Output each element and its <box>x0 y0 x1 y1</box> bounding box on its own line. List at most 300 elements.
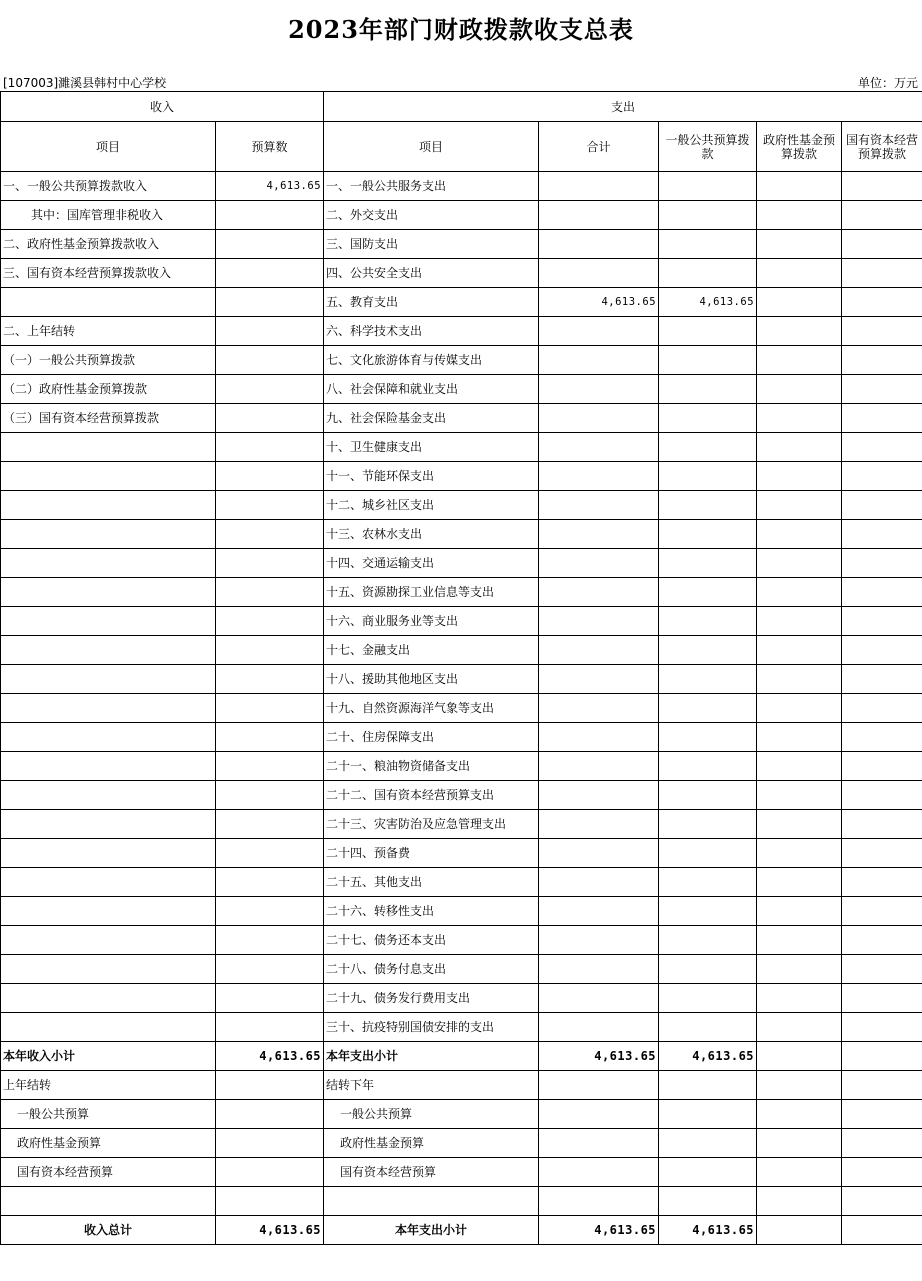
income-item <box>1 549 216 578</box>
expense-item: 十七、金融支出 <box>324 636 539 665</box>
table-row <box>1 926 922 955</box>
income-item <box>1 897 216 926</box>
expense-item: 四、公共安全支出 <box>324 259 539 288</box>
income-value <box>216 201 324 230</box>
expense-gov-fund <box>757 549 842 578</box>
table-row <box>1 607 922 636</box>
carry-row <box>1 1129 922 1158</box>
table-row <box>1 201 922 230</box>
expense-gov-fund <box>757 1216 842 1245</box>
expense-total <box>539 172 659 201</box>
expense-state-capital <box>842 752 922 781</box>
blank-cell <box>757 1187 842 1216</box>
col-general: 一般公共预算拨款 <box>659 122 757 172</box>
carry-total <box>539 1158 659 1187</box>
expense-general <box>659 259 757 288</box>
expense-item: 二十三、灾害防治及应急管理支出 <box>324 810 539 839</box>
budget-table <box>0 91 922 1245</box>
income-value: 4,613.65 <box>216 172 324 201</box>
expense-general <box>659 694 757 723</box>
income-value <box>216 404 324 433</box>
carry-gov-fund <box>757 1129 842 1158</box>
income-total-label: 收入总计 <box>1 1216 216 1245</box>
expense-general <box>659 230 757 259</box>
carry-row <box>1 1158 922 1187</box>
income-subtotal-value: 4,613.65 <box>216 1042 324 1071</box>
carry-general <box>659 1158 757 1187</box>
expense-total <box>539 317 659 346</box>
col-state-capital: 国有资本经营预算拨款 <box>842 122 922 172</box>
carry-general <box>659 1100 757 1129</box>
expense-total <box>539 810 659 839</box>
expense-item: 九、社会保险基金支出 <box>324 404 539 433</box>
expense-total <box>539 607 659 636</box>
expense-item: 十三、农林水支出 <box>324 520 539 549</box>
income-value <box>216 230 324 259</box>
carry-income-value <box>216 1129 324 1158</box>
expense-general <box>659 375 757 404</box>
table-row <box>1 520 922 549</box>
income-value <box>216 926 324 955</box>
expense-state-capital <box>842 375 922 404</box>
col-gov-fund: 政府性基金预算拨款 <box>757 122 842 172</box>
expense-total <box>539 926 659 955</box>
expense-gov-fund <box>757 317 842 346</box>
col-total: 合计 <box>539 122 659 172</box>
expense-general <box>659 578 757 607</box>
income-item <box>1 1013 216 1042</box>
expense-general <box>659 665 757 694</box>
income-item <box>1 694 216 723</box>
expense-general <box>659 491 757 520</box>
income-value <box>216 346 324 375</box>
income-value <box>216 955 324 984</box>
expense-item: 十八、援助其他地区支出 <box>324 665 539 694</box>
income-item <box>1 636 216 665</box>
carry-general <box>659 1129 757 1158</box>
expense-gov-fund <box>757 839 842 868</box>
expense-general <box>659 897 757 926</box>
table-row <box>1 694 922 723</box>
table-row <box>1 1013 922 1042</box>
expense-general <box>659 317 757 346</box>
carry-total <box>539 1100 659 1129</box>
income-value <box>216 549 324 578</box>
expense-state-capital <box>842 723 922 752</box>
expense-state-capital <box>842 462 922 491</box>
carry-state-capital <box>842 1129 922 1158</box>
header-row-1 <box>1 92 922 122</box>
expense-item: 二十四、预备费 <box>324 839 539 868</box>
expense-state-capital <box>842 259 922 288</box>
expense-gov-fund <box>757 868 842 897</box>
table-row <box>1 433 922 462</box>
carry-expense-item: 国有资本经营预算 <box>324 1158 539 1187</box>
expense-state-capital <box>842 317 922 346</box>
expense-state-capital <box>842 694 922 723</box>
expense-gov-fund <box>757 810 842 839</box>
expense-general <box>659 810 757 839</box>
expense-item: 十一、节能环保支出 <box>324 462 539 491</box>
expense-state-capital <box>842 491 922 520</box>
expense-item: 十、卫生健康支出 <box>324 433 539 462</box>
table-row <box>1 868 922 897</box>
expense-item: 一、一般公共服务支出 <box>324 172 539 201</box>
income-value <box>216 984 324 1013</box>
table-row <box>1 346 922 375</box>
income-item <box>1 607 216 636</box>
carry-row <box>1 1071 922 1100</box>
table-row <box>1 491 922 520</box>
income-value <box>216 665 324 694</box>
expense-total <box>539 230 659 259</box>
expense-general <box>659 404 757 433</box>
table-row <box>1 810 922 839</box>
blank-cell <box>324 1187 539 1216</box>
expense-total <box>539 346 659 375</box>
income-item <box>1 781 216 810</box>
income-item <box>1 810 216 839</box>
income-item: 其中：国库管理非税收入 <box>1 201 216 230</box>
income-item <box>1 868 216 897</box>
expense-gov-fund <box>757 897 842 926</box>
expense-general <box>659 839 757 868</box>
income-value <box>216 694 324 723</box>
income-header: 收入 <box>1 92 324 122</box>
income-value <box>216 897 324 926</box>
income-value <box>216 636 324 665</box>
expense-state-capital <box>842 897 922 926</box>
table-row <box>1 462 922 491</box>
income-item <box>1 433 216 462</box>
income-value <box>216 491 324 520</box>
unit-code: [107003]濉溪县韩村中心学校 <box>3 76 167 90</box>
expense-gov-fund <box>757 694 842 723</box>
expense-state-capital <box>842 665 922 694</box>
expense-state-capital <box>842 172 922 201</box>
expense-general <box>659 926 757 955</box>
table-row <box>1 723 922 752</box>
expense-total <box>539 694 659 723</box>
expense-subtotal-label: 本年支出小计 <box>324 1042 539 1071</box>
expense-general <box>659 172 757 201</box>
expense-gov-fund <box>757 723 842 752</box>
expense-general <box>659 346 757 375</box>
income-value <box>216 752 324 781</box>
expense-general <box>659 636 757 665</box>
expense-item: 十四、交通运输支出 <box>324 549 539 578</box>
income-value <box>216 520 324 549</box>
carry-income-item: 政府性基金预算 <box>1 1129 216 1158</box>
income-item <box>1 578 216 607</box>
table-row <box>1 549 922 578</box>
expense-header: 支出 <box>324 92 922 122</box>
carry-expense-item: 结转下年 <box>324 1071 539 1100</box>
expense-total <box>539 723 659 752</box>
blank-cell <box>659 1187 757 1216</box>
expense-general <box>659 1013 757 1042</box>
expense-total <box>539 1013 659 1042</box>
expense-item: 十二、城乡社区支出 <box>324 491 539 520</box>
expense-state-capital <box>842 520 922 549</box>
income-item <box>1 520 216 549</box>
income-value <box>216 607 324 636</box>
expense-total <box>539 462 659 491</box>
income-item <box>1 984 216 1013</box>
income-item <box>1 723 216 752</box>
expense-item: 六、科学技术支出 <box>324 317 539 346</box>
expense-gov-fund <box>757 636 842 665</box>
expense-state-capital <box>842 201 922 230</box>
col-item: 项目 <box>1 122 216 172</box>
carry-income-item: 国有资本经营预算 <box>1 1158 216 1187</box>
carry-state-capital <box>842 1158 922 1187</box>
table-row <box>1 984 922 1013</box>
table-row <box>1 839 922 868</box>
expense-total-total: 4,613.65 <box>539 1216 659 1245</box>
expense-gov-fund <box>757 259 842 288</box>
income-value <box>216 781 324 810</box>
expense-general <box>659 549 757 578</box>
expense-gov-fund <box>757 375 842 404</box>
expense-subtotal-total: 4,613.65 <box>539 1042 659 1071</box>
table-row <box>1 955 922 984</box>
carry-income-value <box>216 1100 324 1129</box>
expense-gov-fund <box>757 984 842 1013</box>
income-item: 二、政府性基金预算拨款收入 <box>1 230 216 259</box>
expense-state-capital <box>842 1013 922 1042</box>
expense-total-general: 4,613.65 <box>659 1216 757 1245</box>
expense-state-capital <box>842 839 922 868</box>
expense-total: 4,613.65 <box>539 288 659 317</box>
table-row <box>1 230 922 259</box>
expense-total-label: 本年支出小计 <box>324 1216 539 1245</box>
expense-gov-fund <box>757 926 842 955</box>
carry-income-value <box>216 1158 324 1187</box>
income-item <box>1 491 216 520</box>
expense-gov-fund <box>757 230 842 259</box>
carry-gov-fund <box>757 1071 842 1100</box>
expense-general <box>659 723 757 752</box>
income-item <box>1 926 216 955</box>
expense-general <box>659 752 757 781</box>
expense-item: 二十五、其他支出 <box>324 868 539 897</box>
expense-gov-fund <box>757 201 842 230</box>
expense-item: 八、社会保障和就业支出 <box>324 375 539 404</box>
expense-total <box>539 955 659 984</box>
expense-general <box>659 868 757 897</box>
income-subtotal-label: 本年收入小计 <box>1 1042 216 1071</box>
carry-total <box>539 1071 659 1100</box>
expense-item: 二十、住房保障支出 <box>324 723 539 752</box>
carry-income-item: 一般公共预算 <box>1 1100 216 1129</box>
expense-gov-fund <box>757 462 842 491</box>
unit-label: 单位：万元 <box>857 76 918 90</box>
grand-total-row <box>1 1216 922 1245</box>
income-value <box>216 1013 324 1042</box>
expense-state-capital <box>842 346 922 375</box>
expense-item: 十五、资源勘探工业信息等支出 <box>324 578 539 607</box>
income-value <box>216 578 324 607</box>
expense-total <box>539 984 659 1013</box>
subtotal-row <box>1 1042 922 1071</box>
income-item: 三、国有资本经营预算拨款收入 <box>1 259 216 288</box>
expense-total <box>539 375 659 404</box>
expense-gov-fund <box>757 1042 842 1071</box>
expense-total <box>539 665 659 694</box>
expense-state-capital <box>842 955 922 984</box>
table-row <box>1 665 922 694</box>
income-item: （一）一般公共预算拨款 <box>1 346 216 375</box>
expense-total <box>539 752 659 781</box>
table-row <box>1 317 922 346</box>
income-item: 二、上年结转 <box>1 317 216 346</box>
table-row <box>1 897 922 926</box>
income-item <box>1 462 216 491</box>
expense-item: 二十一、粮油物资储备支出 <box>324 752 539 781</box>
expense-gov-fund <box>757 288 842 317</box>
income-value <box>216 288 324 317</box>
income-total-value: 4,613.65 <box>216 1216 324 1245</box>
table-row <box>1 578 922 607</box>
income-item: 一、一般公共预算拨款收入 <box>1 172 216 201</box>
table-row <box>1 375 922 404</box>
income-item: （二）政府性基金预算拨款 <box>1 375 216 404</box>
expense-total <box>539 839 659 868</box>
expense-gov-fund <box>757 520 842 549</box>
expense-total <box>539 897 659 926</box>
blank-cell <box>842 1187 922 1216</box>
expense-general <box>659 781 757 810</box>
expense-state-capital <box>842 404 922 433</box>
expense-total <box>539 433 659 462</box>
expense-state-capital <box>842 810 922 839</box>
expense-gov-fund <box>757 781 842 810</box>
income-item <box>1 752 216 781</box>
carry-expense-item: 政府性基金预算 <box>324 1129 539 1158</box>
expense-state-capital <box>842 984 922 1013</box>
income-value <box>216 433 324 462</box>
expense-item: 二十七、债务还本支出 <box>324 926 539 955</box>
income-item <box>1 288 216 317</box>
table-row <box>1 636 922 665</box>
expense-total <box>539 636 659 665</box>
expense-gov-fund <box>757 607 842 636</box>
table-row <box>1 288 922 317</box>
carry-gov-fund <box>757 1100 842 1129</box>
table-row <box>1 404 922 433</box>
expense-item: 七、文化旅游体育与传媒支出 <box>324 346 539 375</box>
expense-item: 十九、自然资源海洋气象等支出 <box>324 694 539 723</box>
expense-state-capital <box>842 1216 922 1245</box>
expense-total <box>539 259 659 288</box>
income-item: （三）国有资本经营预算拨款 <box>1 404 216 433</box>
expense-gov-fund <box>757 491 842 520</box>
expense-item: 二十六、转移性支出 <box>324 897 539 926</box>
expense-state-capital <box>842 926 922 955</box>
expense-state-capital <box>842 549 922 578</box>
carry-income-value <box>216 1071 324 1100</box>
expense-total <box>539 491 659 520</box>
expense-gov-fund <box>757 346 842 375</box>
col-budget: 预算数 <box>216 122 324 172</box>
carry-state-capital <box>842 1100 922 1129</box>
expense-gov-fund <box>757 433 842 462</box>
income-value <box>216 375 324 404</box>
carry-general <box>659 1071 757 1100</box>
expense-state-capital <box>842 636 922 665</box>
expense-general: 4,613.65 <box>659 288 757 317</box>
income-item <box>1 955 216 984</box>
income-value <box>216 723 324 752</box>
carry-income-item: 上年结转 <box>1 1071 216 1100</box>
carry-gov-fund <box>757 1158 842 1187</box>
expense-general <box>659 201 757 230</box>
expense-item: 二十九、债务发行费用支出 <box>324 984 539 1013</box>
expense-item: 二、外交支出 <box>324 201 539 230</box>
income-item <box>1 665 216 694</box>
expense-general <box>659 462 757 491</box>
expense-state-capital <box>842 230 922 259</box>
expense-total <box>539 404 659 433</box>
expense-item: 二十八、债务付息支出 <box>324 955 539 984</box>
expense-general <box>659 984 757 1013</box>
expense-gov-fund <box>757 665 842 694</box>
page-title: 2023年部门财政拨款收支总表 <box>288 15 634 44</box>
expense-general <box>659 607 757 636</box>
blank-cell <box>216 1187 324 1216</box>
expense-item: 十六、商业服务业等支出 <box>324 607 539 636</box>
expense-gov-fund <box>757 404 842 433</box>
expense-state-capital <box>842 578 922 607</box>
income-value <box>216 868 324 897</box>
expense-gov-fund <box>757 578 842 607</box>
expense-item: 三十、抗疫特别国债安排的支出 <box>324 1013 539 1042</box>
expense-state-capital <box>842 607 922 636</box>
income-value <box>216 462 324 491</box>
blank-cell <box>1 1187 216 1216</box>
table-row <box>1 752 922 781</box>
income-item <box>1 839 216 868</box>
expense-state-capital <box>842 288 922 317</box>
expense-state-capital <box>842 1042 922 1071</box>
carry-expense-item: 一般公共预算 <box>324 1100 539 1129</box>
expense-total <box>539 201 659 230</box>
expense-state-capital <box>842 868 922 897</box>
expense-gov-fund <box>757 752 842 781</box>
blank-cell <box>539 1187 659 1216</box>
expense-general <box>659 433 757 462</box>
carry-row <box>1 1100 922 1129</box>
expense-state-capital <box>842 433 922 462</box>
carry-total <box>539 1129 659 1158</box>
income-value <box>216 259 324 288</box>
expense-general <box>659 520 757 549</box>
income-value <box>216 839 324 868</box>
header-row-2 <box>1 122 922 172</box>
expense-subtotal-general: 4,613.65 <box>659 1042 757 1071</box>
blank-row <box>1 1187 922 1216</box>
table-row <box>1 172 922 201</box>
expense-gov-fund <box>757 955 842 984</box>
expense-total <box>539 781 659 810</box>
expense-total <box>539 549 659 578</box>
expense-total <box>539 578 659 607</box>
expense-general <box>659 955 757 984</box>
expense-item: 五、教育支出 <box>324 288 539 317</box>
col-exp-item: 项目 <box>324 122 539 172</box>
expense-total <box>539 520 659 549</box>
